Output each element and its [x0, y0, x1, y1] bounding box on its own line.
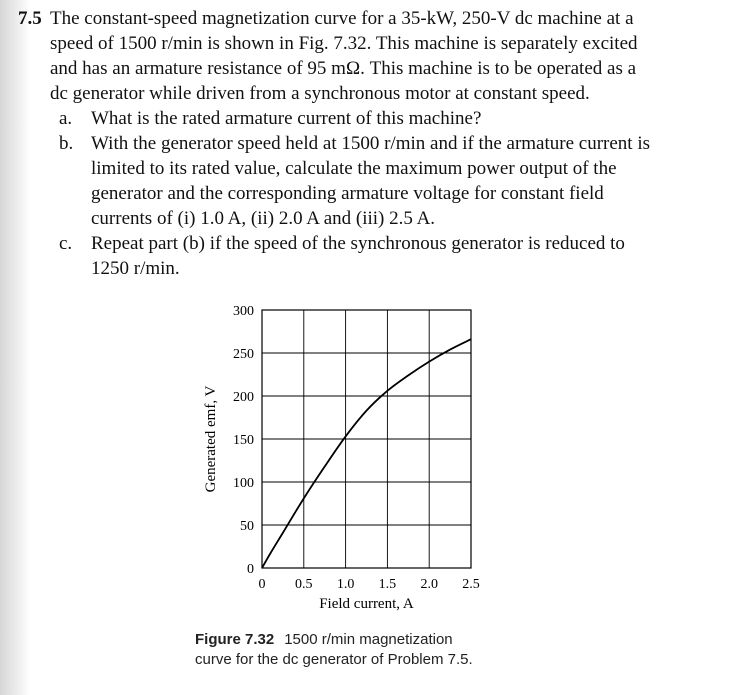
- y-tick-label: 150: [233, 433, 254, 448]
- problem-number: 7.5: [18, 8, 42, 29]
- figure-label: Figure 7.32: [195, 631, 275, 648]
- part-c: [18, 231, 718, 281]
- part-b-label: b.: [59, 133, 74, 154]
- chart-svg: [195, 300, 495, 615]
- part-a-label: a.: [59, 108, 73, 129]
- part-b: [18, 131, 718, 231]
- caption-line-2: curve for the dc generator of Problem 7.5.: [195, 651, 473, 668]
- caption-line-1: [195, 630, 555, 650]
- x-tick-label: 2.5: [462, 577, 480, 592]
- y-tick-label: 50: [240, 519, 254, 534]
- x-tick-label: 2.0: [420, 577, 438, 592]
- x-tick-label: 1.5: [378, 577, 397, 592]
- part-b-line-4: currents of (i) 1.0 A, (ii) 2.0 A and (iii) 2.5 A.: [91, 208, 436, 229]
- x-tick-label: 0.5: [295, 577, 313, 592]
- part-c-line-1: Repeat part (b) if the speed of the synchronous generator is reduced to: [91, 233, 625, 254]
- y-axis-label: Generated emf, V: [203, 385, 219, 493]
- figure-caption: [195, 630, 555, 670]
- statement-line-1: [18, 6, 718, 31]
- y-tick-label: 250: [233, 347, 254, 362]
- magnetization-chart: [195, 300, 495, 615]
- y-tick-label: 0: [247, 562, 254, 577]
- y-tick-label: 100: [233, 476, 254, 491]
- x-axis-label: Field current, A: [319, 596, 414, 612]
- y-tick-label: 200: [233, 390, 254, 405]
- statement-line-2: speed of 1500 r/min is shown in Fig. 7.32. This machine is separately excited: [50, 33, 638, 54]
- part-b-line-3: generator and the corresponding armature voltage for constant field: [91, 183, 604, 204]
- part-c-label: c.: [59, 233, 73, 254]
- part-b-line-1: With the generator speed held at 1500 r/min and if the armature current is: [91, 133, 651, 154]
- part-a: [18, 106, 718, 131]
- statement-text-1: The constant-speed magnetization curve for a 35-kW, 250-V dc machine at a: [50, 8, 634, 29]
- y-tick-label: 300: [233, 304, 254, 319]
- statement-line-4: dc generator while driven from a synchronous motor at constant speed.: [50, 83, 590, 104]
- part-b-line-2: limited to its rated value, calculate the maximum power output of the: [91, 158, 617, 179]
- x-tick-label: 1.0: [336, 577, 355, 592]
- part-c-line-2: 1250 r/min.: [91, 258, 180, 279]
- chart-grid: [262, 310, 471, 568]
- problem-7-5: [18, 6, 718, 281]
- x-tick-labels: [259, 577, 480, 592]
- part-a-line-1: What is the rated armature current of this machine?: [91, 108, 482, 129]
- y-tick-labels: [233, 304, 254, 577]
- statement-line-3: and has an armature resistance of 95 mΩ. This machine is to be operated as a: [50, 58, 637, 79]
- x-tick-label: 0: [258, 577, 266, 592]
- caption-text-1: 1500 r/min magnetization: [284, 631, 453, 648]
- problem-statement: [18, 6, 718, 106]
- magnetization-curve-line: [262, 339, 471, 568]
